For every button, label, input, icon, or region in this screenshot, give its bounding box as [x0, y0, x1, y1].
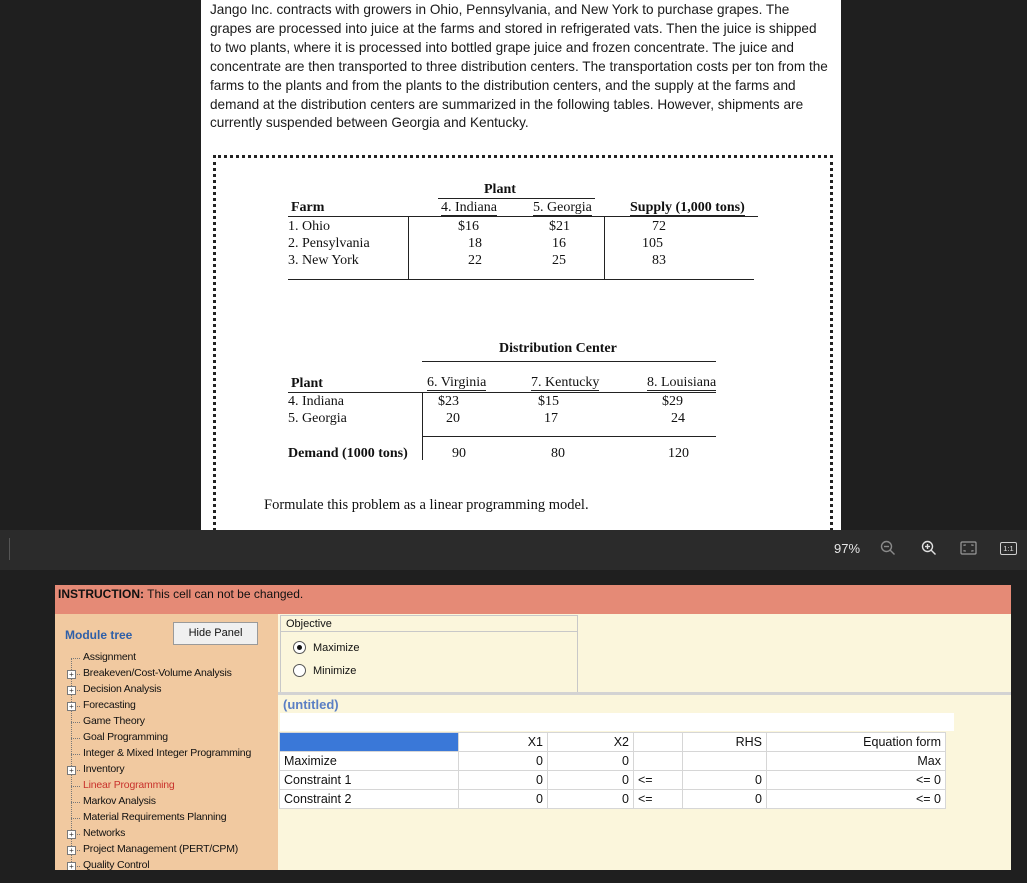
expand-icon[interactable]: + [67, 830, 76, 839]
header-rhs[interactable]: RHS [683, 733, 767, 752]
t2-row1-c2: $15 [538, 394, 559, 409]
tree-connector-tick [71, 786, 80, 787]
tree-connector-tick [71, 802, 80, 803]
t2-row2-c2: 17 [544, 411, 558, 426]
t2-row2-c1: 20 [446, 411, 460, 426]
t2-row-header: Plant [291, 376, 323, 391]
cell-obj-op [634, 752, 683, 771]
cell-c1-eq: <= 0 [767, 771, 946, 790]
cell-c2-rhs[interactable]: 0 [683, 790, 767, 809]
row-label-maximize[interactable]: Maximize [280, 752, 459, 771]
header-x2[interactable]: X2 [548, 733, 634, 752]
t2-demand-rule [422, 436, 716, 437]
t2-row1-name: 4. Indiana [288, 394, 344, 409]
tree-connector-tick [71, 738, 80, 739]
tree-item-material-requirements-planning[interactable]: Material Requirements Planning [83, 811, 227, 823]
maximize-label[interactable]: Maximize [313, 642, 360, 654]
t1-col1: 4. Indiana [441, 200, 497, 215]
t2-row1-c1: $23 [438, 394, 459, 409]
maximize-radio[interactable] [293, 641, 306, 654]
t2-demand-1: 90 [452, 446, 466, 461]
t1-group-header: Plant [484, 182, 516, 197]
instruction-bar [55, 585, 1011, 614]
objective-divider [281, 631, 577, 632]
t2-demand-label: Demand (1000 tons) [288, 446, 408, 461]
cell-c2-x1[interactable]: 0 [459, 790, 548, 809]
tree-item-assignment[interactable]: Assignment [83, 651, 136, 663]
t1-col2: 5. Georgia [533, 200, 592, 215]
t2-row1-c3: $29 [662, 394, 683, 409]
cell-obj-eq: Max [767, 752, 946, 771]
tree-item-markov-analysis[interactable]: Markov Analysis [83, 795, 156, 807]
objective-group [280, 615, 578, 694]
grid-corner-cell[interactable] [280, 733, 459, 752]
t1-row-header: Farm [291, 200, 325, 215]
tree-item-networks[interactable]: Networks [83, 827, 126, 839]
tree-connector-tick [71, 722, 80, 723]
tree-item-game-theory[interactable]: Game Theory [83, 715, 145, 727]
row-label-constraint-1[interactable]: Constraint 1 [280, 771, 459, 790]
title-entry-row[interactable] [280, 713, 954, 731]
pom-app-window [55, 585, 1011, 870]
t1-row3-name: 3. New York [288, 253, 359, 268]
zoom-in-icon[interactable] [921, 540, 937, 561]
instruction-text: This cell can not be changed. [147, 587, 304, 601]
tree-connector-tick [71, 754, 80, 755]
lp-data-grid [279, 732, 946, 809]
expand-icon[interactable]: + [67, 862, 76, 870]
instruction-label: INSTRUCTION: [58, 587, 144, 601]
module-tree-title: Module tree [65, 628, 133, 642]
problem-paragraph: Jango Inc. contracts with growers in Ohio, Pennsylvania, and New York to purchase grapes. The grapes are processed into juice at the farms and stored in refrigerated vats. Then the juice is shipped to two plants, where it is processed into bottled grape juice and frozen concentrate. The juice and concentrate are then transported to three distribution centers. The transportation costs per ton from the farms to the plants and from the plants to the distribution centers, and the supply at the farms and demand at the distribution centers are summarized in the following tables. However, shipments are currently suspended between Georgia and Kentucky. [210, 2, 828, 131]
tree-item-quality-control[interactable]: Quality Control [83, 859, 150, 870]
t1-row1-c1: $16 [458, 219, 479, 234]
cell-obj-rhs [683, 752, 767, 771]
document-page [201, 0, 841, 530]
tree-item-goal-programming[interactable]: Goal Programming [83, 731, 168, 743]
module-tree-panel [55, 614, 278, 870]
t1-row2-supply: 105 [642, 236, 663, 251]
t2-group-rule [422, 361, 716, 362]
grid-header-row [280, 733, 946, 752]
toolbar-divider [9, 538, 10, 560]
t1-row1-name: 1. Ohio [288, 219, 330, 234]
cell-c2-eq: <= 0 [767, 790, 946, 809]
expand-icon[interactable]: + [67, 670, 76, 679]
expand-icon[interactable]: + [67, 702, 76, 711]
t1-row1-supply: 72 [652, 219, 666, 234]
t1-row1-c2: $21 [549, 219, 570, 234]
tree-item-integer-mixed-integer-programming[interactable]: Integer & Mixed Integer Programming [83, 747, 252, 759]
cell-c1-x1[interactable]: 0 [459, 771, 548, 790]
t2-col1: 6. Virginia [427, 375, 487, 390]
t1-group-rule [438, 198, 595, 199]
zoom-level: 97% [834, 541, 861, 556]
tree-item-breakeven-cost-volume-analysis[interactable]: Breakeven/Cost-Volume Analysis [83, 667, 232, 679]
grid-row-constraint-1 [280, 771, 946, 790]
t1-vrule-left [408, 216, 409, 280]
t2-col2: 7. Kentucky [531, 375, 600, 390]
cell-obj-x2[interactable]: 0 [548, 752, 634, 771]
cell-c2-x2[interactable]: 0 [548, 790, 634, 809]
cell-c2-op[interactable]: <= [634, 790, 683, 809]
tree-item-linear-programming[interactable]: Linear Programming [83, 779, 175, 791]
cell-c1-rhs[interactable]: 0 [683, 771, 767, 790]
t1-row2-name: 2. Pensylvania [288, 236, 370, 251]
tree-item-decision-analysis[interactable]: Decision Analysis [83, 683, 162, 695]
tree-item-forecasting[interactable]: Forecasting [83, 699, 136, 711]
objective-title: Objective [286, 618, 332, 630]
cell-c1-op[interactable]: <= [634, 771, 683, 790]
grid-row-objective [280, 752, 946, 771]
t1-vrule-right [604, 216, 605, 280]
expand-icon[interactable]: + [67, 686, 76, 695]
actual-size-button[interactable]: 1:1 [1000, 542, 1017, 555]
radio-selected-dot [297, 645, 302, 650]
section-separator [278, 692, 1011, 695]
t1-head-rule [288, 216, 758, 217]
t2-demand-3: 120 [668, 446, 689, 461]
t2-row2-c3: 24 [671, 411, 685, 426]
problem-figure [213, 155, 833, 530]
t1-row3-supply: 83 [652, 253, 666, 268]
tree-item-inventory[interactable]: Inventory [83, 763, 125, 775]
fit-screen-icon[interactable] [960, 541, 977, 560]
cell-obj-x1[interactable]: 0 [459, 752, 548, 771]
zoom-out-icon[interactable] [880, 540, 896, 561]
minimize-label[interactable]: Minimize [313, 665, 357, 677]
cell-c1-x2[interactable]: 0 [548, 771, 634, 790]
header-operator [634, 733, 683, 752]
grid-row-constraint-2 [280, 790, 946, 809]
question-text: Formulate this problem as a linear programming model. [264, 497, 589, 513]
hide-panel-button[interactable]: Hide Panel [173, 622, 258, 645]
t1-row3-c1: 22 [468, 253, 482, 268]
header-equation-form: Equation form [767, 733, 946, 752]
t1-row3-c2: 25 [552, 253, 566, 268]
row-label-constraint-2[interactable]: Constraint 2 [280, 790, 459, 809]
t1-supply-header: Supply (1,000 tons) [630, 200, 745, 215]
t2-vrule [422, 392, 423, 460]
t2-col3: 8. Louisiana [647, 375, 717, 390]
expand-icon[interactable]: + [67, 846, 76, 855]
tree-item-project-management-pert-cpm[interactable]: Project Management (PERT/CPM) [83, 843, 239, 855]
t1-bottom-rule [288, 279, 754, 280]
t2-group-header: Distribution Center [499, 341, 617, 356]
model-title: (untitled) [283, 697, 339, 712]
t1-row2-c2: 16 [552, 236, 566, 251]
t1-row2-c1: 18 [468, 236, 482, 251]
t2-head-rule [288, 392, 716, 393]
expand-icon[interactable]: + [67, 766, 76, 775]
tree-connector-tick [71, 818, 80, 819]
t2-row2-name: 5. Georgia [288, 411, 347, 426]
minimize-radio[interactable] [293, 664, 306, 677]
t2-demand-2: 80 [551, 446, 565, 461]
viewer-toolbar [0, 530, 1027, 570]
header-x1[interactable]: X1 [459, 733, 548, 752]
tree-connector-tick [71, 658, 80, 659]
